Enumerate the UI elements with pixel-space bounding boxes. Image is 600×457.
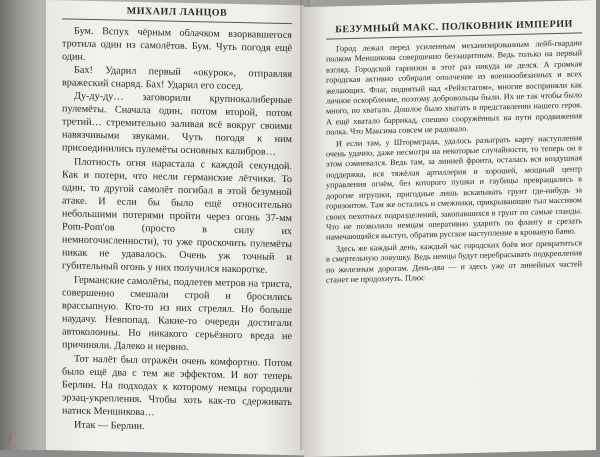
right-paragraph: Здесь же каждый день, каждый час городских боёв мог превратиться в смертельную ловушку. Ведь немцы будут перебрасывать подкрепления по железным дорогам. День-два — и здесь уже от линейных частей станет не продохнуть. Плюс	[326, 238, 582, 285]
edge-mark: /	[8, 433, 12, 444]
left-paragraph: Ду-ду-ду… заговорили крупнокалиберные пулемёты. Сначала один, потом второй, потом третий… стремительно заливая всё вокруг своими навязчивыми звуками. Чуть погодя к ним присоединились пулемёты основных калибров…	[62, 90, 292, 158]
left-running-head: МИХАИЛ ЛАНЦОВ	[62, 4, 292, 24]
left-paragraph: Итак — Берлин.	[74, 419, 145, 433]
right-running-head: БЕЗУМНЫЙ МАКС. ПОЛКОВНИК ИМПЕРИИ	[326, 18, 582, 39]
right-paragraph: Город лежал перед усиленным механизированным лейб-гвардии полком Меншикова совершенно беззащитным. Ведь только на первый взгляд. Городской гарнизон в этот раз никуда не делся. А громкая городская активно собирали ополчение из военнообязанных и всех желающих. Флаг, поднятый над «Рейхстагом», многие восприняли как личное оскорбление, поэтому добровольцы были. Их не так чтобы было много, но хватало. Дошлое было хватать в представлении нашего героя. А ещё хватало баррикад, спешно сооружённых на пути продвижения полка. Что Максима совсем не радовало.	[326, 38, 582, 137]
right-page	[304, 0, 596, 457]
left-paragraph: Германские самолёты, подлетев метров на триста, совершенно смешали строй и бросились врассыпную. Кто-то из них стрелял. Но больше наудачу. Невпопад. Какие-то очереди достигали автоколонны. Но никакого серьёзного вреда не причиняли. Далеко и нервно.	[62, 274, 292, 353]
left-paragraph: Бум. Вспух чёрным облачком взорвавшегося тротила один из самолётов. Бум. Чуть погодя ещё один.	[62, 25, 292, 63]
left-paragraph: Бах! Ударил первый «окурок», отправляя вражеский снаряд. Бах! Ударил его сосед.	[62, 64, 292, 93]
left-paragraph: Тот налёт был отражён очень комфортно. Потом было ещё два с тем же эффектом. И вот теперь Берлин. На подходах к которому немцы городили эрзац-укрепления. Чтобы хоть как-то сдерживать натиск Меншикова…	[62, 353, 292, 419]
left-page	[46, 0, 304, 455]
left-paragraph: Плотность огня нарастала с каждой секундой. Как и потери, что несли германские лётчики. То один, то другой самолёт погибал в этой безумной атаке. И если бы было ещё относительно небольшими потерями пройти через огонь 37-мм Pom-Pom'ов (просто в силу их немногочисленности), то уже проскочить пулемёты никак не удавалось. Очень уж точный и губительный огонь у них получился накоротке.	[62, 156, 292, 276]
right-paragraph: И если там, у Штормграда, удалось разыграть карту наступления очень удачно, даже несмотря на некоторые случайности, то теперь он в этом сомневался. Ведь там, за линией фронта, осталась вся воздушная поддержка, вся тяжёлая артиллерия и хорошей, мощный центр управления огнём, без которого пушки и гаубицы превращались в дорогие игрушки, пригодные лишь вскапывать грунт где-нибудь за горизонтом. Там же остались и смежники, прикрывающие тыл массивом своих пехотных подразделений, закопавшихся в грунт по самые гланды. Что не позволило немцам оперативно ударить по флангу и срезать намечающийся выступ, обратив русское наступление в кровавую баню.	[326, 132, 582, 242]
